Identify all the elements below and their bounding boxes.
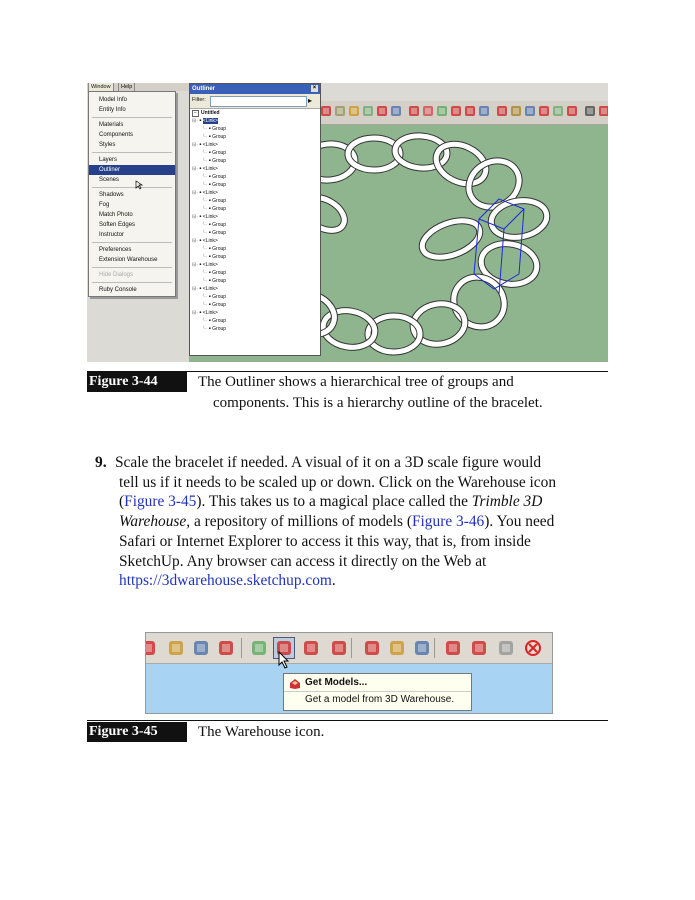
outliner-titlebar [190, 84, 320, 94]
toolbar-tool-icon[interactable] [421, 104, 435, 118]
toolbar-tool-icon[interactable] [407, 104, 421, 118]
toolbar-tool-icon[interactable] [361, 104, 375, 118]
tree-group-node[interactable]: └· ▪ Group [202, 174, 227, 180]
bracelet-ring [417, 214, 484, 265]
toolbar-separator [434, 638, 435, 658]
menu-item-model-info[interactable]: Model Info [99, 97, 128, 103]
text-run: ). You need [484, 513, 555, 531]
tree-link-label: <Link> [202, 118, 218, 124]
toolbar-tool-icon[interactable] [375, 104, 389, 118]
text-run: Scale the bracelet if needed. A visual of it on a 3D scale figure would [115, 454, 542, 471]
filter-input[interactable] [210, 96, 307, 107]
tree-link-label: <Link> [202, 166, 218, 172]
figure-label: Figure 3-45 [87, 722, 187, 742]
menu-bar [87, 83, 189, 91]
tree-group-label: Group [212, 158, 227, 164]
toolbar-tool-icon[interactable] [597, 104, 608, 118]
text-run: Warehouse, [119, 513, 191, 531]
cut-icon[interactable] [443, 638, 463, 658]
tree-link-node[interactable]: ⊟· ▪ <Link> [192, 214, 218, 220]
tree-link-node[interactable]: ⊟· ▪ <Link> [192, 118, 218, 124]
tree-link-node[interactable]: ⊟· ▪ <Link> [192, 190, 218, 196]
paragraph-line [119, 532, 531, 552]
toolbar-tool-icon[interactable] [583, 104, 597, 118]
tree-group-label: Group [212, 278, 227, 284]
mouse-cursor-icon [135, 180, 143, 190]
tree-link-node[interactable]: ⊟· ▪ <Link> [192, 166, 218, 172]
menu-separator [92, 267, 172, 268]
outliner-tree [192, 109, 318, 333]
toolbar-tool-icon[interactable] [565, 104, 579, 118]
toolbar-tool-icon[interactable] [449, 104, 463, 118]
orbit-tool-icon[interactable] [145, 638, 158, 658]
pan-hand-icon[interactable] [166, 638, 186, 658]
toolbar-tool-icon[interactable] [551, 104, 565, 118]
toolbar-tool-icon[interactable] [435, 104, 449, 118]
tree-group-node[interactable]: └· ▪ Group [202, 198, 227, 204]
tree-group-node[interactable]: └· ▪ Group [202, 150, 227, 156]
warehouse-icon [289, 678, 301, 690]
caption-line-1: The Outliner shows a hierarchical tree of groups and [198, 374, 514, 390]
menu-item-extension-warehouse[interactable]: Extension Warehouse [99, 257, 158, 263]
paragraph-line [119, 552, 486, 572]
tree-link-node[interactable]: ⊟· ▪ <Link> [192, 310, 218, 316]
mouse-cursor-icon [278, 651, 292, 669]
menu-separator [92, 282, 172, 283]
paste-icon[interactable] [469, 638, 489, 658]
stop-icon[interactable] [523, 638, 543, 658]
toolbar-tool-icon[interactable] [537, 104, 551, 118]
tooltip-title: Get Models... [305, 677, 368, 688]
menu-separator [92, 152, 172, 153]
tree-link-node[interactable]: ⊟· ▪ <Link> [192, 142, 218, 148]
tooltip [283, 673, 472, 711]
toolbar-tool-icon[interactable] [495, 104, 509, 118]
collapse-icon[interactable]: − [192, 110, 199, 117]
menu-help[interactable]: Help [118, 83, 135, 93]
zoom-icon[interactable] [191, 638, 211, 658]
tree-group-node[interactable]: └· ▪ Group [202, 278, 227, 284]
zoom-extents-icon[interactable] [216, 638, 236, 658]
text-run: Safari or Internet Explorer to access it this way, that is, from inside [119, 532, 531, 550]
paragraph-line [119, 492, 542, 512]
tree-group-node[interactable]: └· ▪ Group [202, 222, 227, 228]
tree-group-node[interactable]: └· ▪ Group [202, 294, 227, 300]
tree-group-node[interactable]: └· ▪ Group [202, 318, 227, 324]
menu-separator [92, 117, 172, 118]
window-menu [88, 91, 176, 297]
text-run: SketchUp. Any browser can access it directly on the Web at [119, 552, 487, 570]
text-run: . [331, 572, 336, 590]
tree-root[interactable] [192, 109, 318, 117]
menu-separator [92, 242, 172, 243]
toolbar [146, 633, 552, 664]
menu-item-styles[interactable]: Styles [99, 142, 116, 148]
paragraph-line [119, 571, 336, 591]
tree-link-label: <Link> [202, 286, 218, 292]
toolbar-tool-icon[interactable] [463, 104, 477, 118]
toolbar-tool-icon[interactable] [523, 104, 537, 118]
hyperlink[interactable]: https://3dwarehouse.sketchup.com [119, 572, 332, 590]
toolbar-separator [241, 638, 242, 658]
close-icon[interactable]: × [312, 85, 317, 91]
tree-group-label: Group [212, 222, 227, 228]
text-run: tell us if it needs to be scaled up or down. Click on the Warehouse icon [119, 473, 557, 491]
menu-item-hide-dialogs[interactable]: Hide Dialogs [99, 272, 134, 278]
tree-group-node[interactable]: └· ▪ Group [202, 326, 227, 332]
save-icon[interactable] [412, 638, 432, 658]
caption-line-2: components. This is a hierarchy outline of the bracelet. [213, 395, 543, 411]
expand-arrow-icon[interactable]: ▸ [308, 96, 313, 105]
menu-item-preferences[interactable]: Preferences [99, 247, 132, 253]
menu-item-shadows[interactable]: Shadows [99, 192, 124, 198]
tree-group-node[interactable]: └· ▪ Group [202, 246, 227, 252]
outliner-filter [190, 94, 320, 109]
menu-item-scenes[interactable]: Scenes [99, 177, 120, 183]
tree-group-label: Group [212, 206, 227, 212]
figure-3-45-screenshot [145, 632, 553, 714]
filter-label: Filter: [192, 97, 206, 103]
tree-group-label: Group [212, 134, 227, 140]
menu-item-outliner[interactable]: Outliner [89, 165, 175, 175]
tree-link-label: <Link> [202, 142, 218, 148]
tree-group-label: Group [212, 198, 227, 204]
tree-group-label: Group [212, 302, 227, 308]
tree-group-label: Group [212, 230, 227, 236]
text-run: ( [119, 493, 125, 511]
step-number: 9. [95, 454, 107, 471]
tree-group-label: Group [212, 126, 227, 132]
tree-group-label: Group [212, 150, 227, 156]
tree-group-label: Group [212, 246, 227, 252]
tree-group-label: Group [212, 182, 227, 188]
tree-group-label: Group [212, 326, 227, 332]
tree-group-node[interactable]: └· ▪ Group [202, 206, 227, 212]
new-icon[interactable] [362, 638, 382, 658]
tree-group-node[interactable]: └· ▪ Group [202, 158, 227, 164]
figure-label: Figure 3-44 [87, 372, 187, 392]
menu-item-components[interactable]: Components [99, 132, 134, 138]
share-model-icon[interactable] [301, 638, 321, 658]
menu-window[interactable]: Window [88, 83, 114, 93]
tree-group-node[interactable]: └· ▪ Group [202, 302, 227, 308]
tree-link-label: <Link> [202, 214, 218, 220]
hyperlink[interactable]: Figure 3-45 [124, 493, 197, 511]
toolbar-tool-icon[interactable] [389, 104, 403, 118]
figure-3-44-screenshot [87, 83, 608, 362]
tree-link-node[interactable]: ⊟· ▪ <Link> [192, 238, 218, 244]
tree-group-label: Group [212, 270, 227, 276]
outliner-title: Outliner [192, 86, 216, 92]
toolbar-tool-icon[interactable] [509, 104, 523, 118]
open-folder-icon[interactable] [387, 638, 407, 658]
tree-group-node[interactable]: └· ▪ Group [202, 230, 227, 236]
tree-link-label: <Link> [202, 262, 218, 268]
paragraph-line [119, 473, 556, 493]
tree-root-label: Untitled [201, 110, 220, 116]
menu-item-soften-edges[interactable]: Soften Edges [99, 222, 136, 228]
tree-link-node[interactable]: ⊟· ▪ <Link> [192, 286, 218, 292]
menu-item-layers[interactable]: Layers [99, 157, 118, 163]
caption-rule [87, 720, 608, 721]
tree-group-label: Group [212, 294, 227, 300]
tree-group-node[interactable]: └· ▪ Group [202, 254, 227, 260]
text-run: Trimble 3D [471, 493, 543, 511]
tree-link-label: <Link> [202, 310, 218, 316]
previous-view-icon[interactable] [249, 638, 269, 658]
toolbar-separator [351, 638, 352, 658]
tree-group-node[interactable]: └· ▪ Group [202, 126, 227, 132]
menu-item-entity-info[interactable]: Entity Info [99, 107, 126, 113]
outliner-panel [189, 83, 321, 356]
tree-group-node[interactable]: └· ▪ Group [202, 182, 227, 188]
caption-text: The Warehouse icon. [198, 724, 325, 740]
tree-group-node[interactable]: └· ▪ Group [202, 134, 227, 140]
tree-link-label: <Link> [202, 238, 218, 244]
text-run: ). This takes us to a magical place called the [196, 493, 472, 511]
toolbar-tool-icon[interactable] [319, 104, 333, 118]
hyperlink[interactable]: Figure 3-46 [411, 513, 485, 531]
tree-group-label: Group [212, 174, 227, 180]
tooltip-divider [284, 691, 471, 692]
tree-group-label: Group [212, 254, 227, 260]
toolbar-tool-icon[interactable] [347, 104, 361, 118]
tree-link-node[interactable]: ⊟· ▪ <Link> [192, 262, 218, 268]
menu-item-instructor[interactable]: Instructor [99, 232, 125, 238]
delete-icon[interactable] [496, 638, 516, 658]
toolbar-tool-icon[interactable] [333, 104, 347, 118]
toolbar-tool-icon[interactable] [477, 104, 491, 118]
menu-item-match-photo[interactable]: Match Photo [99, 212, 133, 218]
send-to-layout-icon[interactable] [329, 638, 349, 658]
menu-item-fog[interactable]: Fog [99, 202, 110, 208]
tree-group-node[interactable]: └· ▪ Group [202, 270, 227, 276]
menu-separator [92, 187, 172, 188]
tree-link-label: <Link> [202, 190, 218, 196]
tree-group-label: Group [212, 318, 227, 324]
tooltip-description: Get a model from 3D Warehouse. [305, 694, 455, 705]
menu-item-materials[interactable]: Materials [99, 122, 124, 128]
paragraph-line [115, 453, 541, 473]
text-run: a repository of millions of models ( [190, 513, 412, 531]
paragraph-line [119, 512, 554, 532]
menu-item-ruby-console[interactable]: Ruby Console [99, 287, 137, 293]
